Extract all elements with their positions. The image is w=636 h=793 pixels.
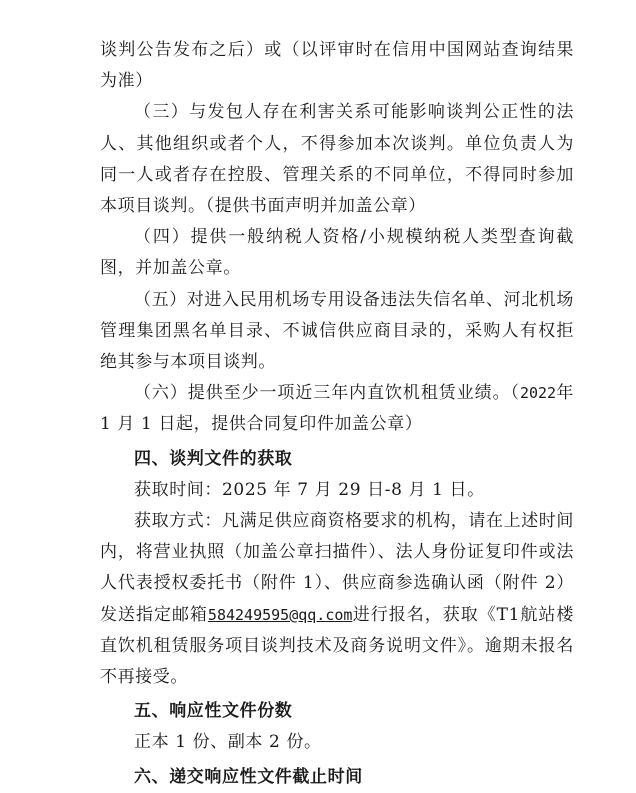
email-link[interactable]: 584249595@qq.com: [207, 605, 353, 624]
section-5-heading: 五、响应性文件份数: [134, 701, 293, 722]
paragraph-conflict-of-interest: （三）与发包人存在利害关系可能影响谈判公正性的法人、其他组织或者个人，不得参加本次谈判。单位负责人为同一人或者存在控股、管理关系的不同单位，不得同时参加本项目谈判。（提供书面声明并加盖公章）: [100, 102, 574, 217]
paragraph-performance-requirement: [100, 378, 574, 440]
performance-text-b: 年 1 月 1 日起，提供合同复印件加盖公章）: [100, 383, 574, 435]
paragraph-blacklist: （五）对进入民用机场专用设备违法失信名单、河北机场管理集团黑名单目录、不诚信供应商目录的，采购人有权拒绝其参与本项目谈判。: [100, 289, 574, 373]
acquisition-method: [100, 506, 574, 693]
paragraph-taxpayer-qualification: （四）提供一般纳税人资格/小规模纳税人类型查询截图，并加盖公章。: [100, 227, 574, 279]
acquisition-time: 获取时间：2025 年 7 月 29 日-8 月 1 日。: [134, 479, 485, 500]
paragraph-credit-check: 谈判公告发布之后）或（以评审时在信用中国网站查询结果为准）: [100, 40, 574, 92]
section-6-heading: 六、递交响应性文件截止时间: [134, 766, 363, 787]
performance-text-a: （六）提供至少一项近三年内直饮机租赁业绩。（: [134, 383, 520, 404]
acquisition-method-text-a: 获取方式：凡满足供应商资格要求的机构，请在上述时间内，将营业执照（加盖公章扫描件）、法人身份证复印件或法人代表授权委托书（附件 1）、供应商参选确认函（附件 2）发送指定邮箱: [100, 511, 574, 625]
copies-count: 正本 1 份、副本 2 份。: [134, 732, 322, 753]
acquisition-method-text-b: 进行报名，获取《T1航站楼直饮机租赁服务项目谈判技术及商务说明文件》。逾期未报名不再接受。: [100, 604, 574, 688]
performance-year: 2022: [519, 384, 557, 403]
section-4-heading: 四、谈判文件的获取: [134, 448, 293, 469]
